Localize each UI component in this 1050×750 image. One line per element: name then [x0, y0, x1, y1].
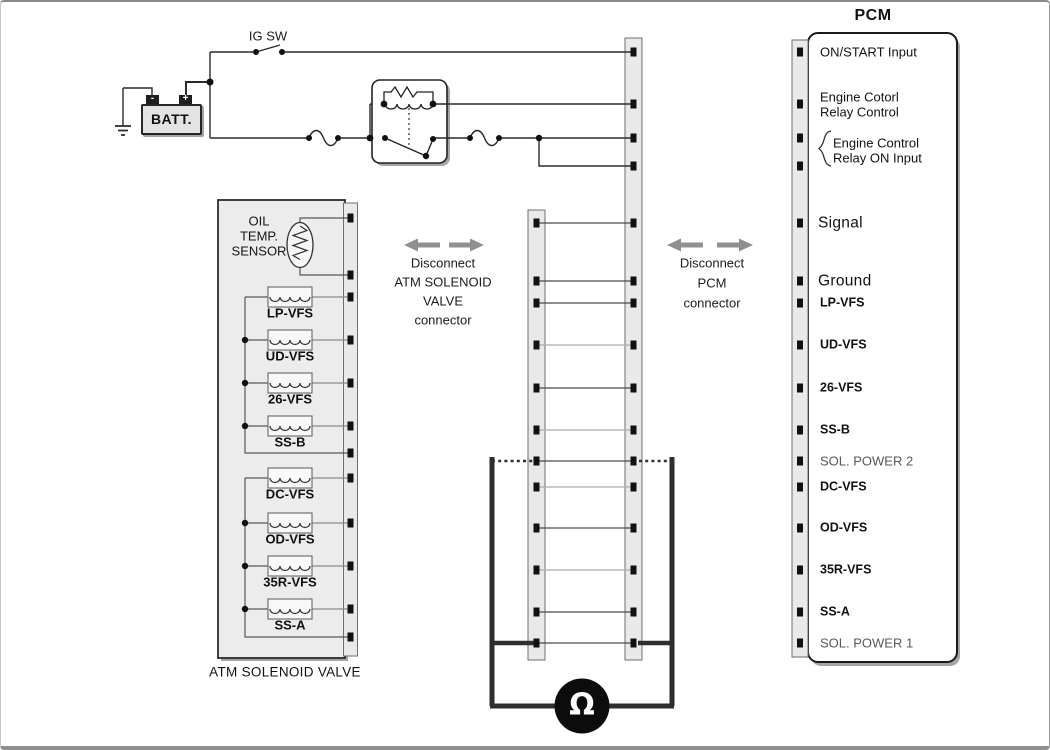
connector-pin — [631, 426, 637, 435]
atm-disconnect-note-line3: VALVE — [423, 293, 463, 309]
atm-disconnect-note-line4: connector — [414, 312, 472, 328]
pcm-pin-label: SOL. POWER 2 — [820, 453, 914, 469]
wire — [539, 138, 633, 166]
thermistor-icon — [287, 223, 313, 268]
connector-pin — [534, 219, 540, 228]
connector-pin — [534, 457, 540, 466]
connector-pin — [631, 524, 637, 533]
battery-label: BATT. — [141, 104, 202, 135]
connector-pin — [797, 457, 803, 466]
pcm-pin-label: SS-B — [820, 422, 850, 437]
solenoid-coil-label: SS-A — [274, 617, 306, 633]
arrow-left-icon — [667, 239, 703, 252]
connector-pin — [797, 48, 803, 57]
connector-pin — [631, 566, 637, 575]
connector-pin — [631, 277, 637, 286]
connector-pin — [348, 449, 354, 458]
connector-pin — [534, 639, 540, 648]
connector-pin — [797, 384, 803, 393]
ignition-switch-blade — [256, 45, 280, 52]
solenoid-coil-label: UD-VFS — [265, 348, 315, 364]
pcm-pin-label: 26-VFS — [820, 380, 863, 395]
solenoid-coil-label: DC-VFS — [265, 486, 315, 502]
connector-pin — [797, 299, 803, 308]
connector-pin — [631, 162, 637, 171]
battery-positive-terminal — [179, 95, 192, 104]
plus-sign: + — [182, 93, 189, 104]
connector-pin — [534, 277, 540, 286]
connector-pin — [797, 524, 803, 533]
pcm-pin-label: SS-A — [820, 604, 850, 619]
fuse-icon — [309, 131, 338, 146]
connector-pin — [534, 299, 540, 308]
relay — [372, 80, 450, 166]
connector-pin — [631, 608, 637, 617]
junction-dot — [242, 520, 248, 526]
connector-pin — [797, 608, 803, 617]
connector-pin — [534, 483, 540, 492]
connector-pin — [631, 100, 637, 109]
connector-pin — [797, 219, 803, 228]
oil-temp-sensor-label-line1: OIL — [248, 213, 270, 229]
connector-pin — [348, 214, 354, 223]
minus-sign: - — [150, 93, 155, 104]
probe-rails — [492, 457, 672, 706]
junction-dot — [242, 380, 248, 386]
connector-pin — [631, 341, 637, 350]
connector-pin — [797, 100, 803, 109]
connector-pin — [534, 341, 540, 350]
junction-dot — [242, 563, 248, 569]
pcm-pin-label: OD-VFS — [820, 520, 868, 535]
connector-pin — [797, 483, 803, 492]
disconnect-arrows — [404, 239, 753, 252]
atm-disconnect-note-line1: Disconnect — [410, 255, 476, 271]
connector-pin — [348, 562, 354, 571]
junction-dot — [242, 423, 248, 429]
connector-pin — [348, 336, 354, 345]
ohmmeter-probe-rails — [490, 457, 674, 706]
connector-pin — [348, 379, 354, 388]
connector-pin — [797, 134, 803, 143]
connector-pin — [631, 134, 637, 143]
connector-pin — [797, 639, 803, 648]
solenoid-coil-label: LP-VFS — [266, 305, 314, 321]
pcm-pin-label: Engine Cotorl — [820, 89, 899, 104]
connector-pin — [348, 519, 354, 528]
pcm-disconnect-note-line2: PCM — [697, 275, 727, 291]
junction-dot — [242, 337, 248, 343]
connector-pin — [534, 524, 540, 533]
connector-pin — [534, 426, 540, 435]
relay-output-wires — [433, 104, 633, 166]
pcm-pin-label: DC-VFS — [820, 479, 867, 494]
battery-negative-terminal — [146, 95, 159, 104]
connector-pin — [348, 633, 354, 642]
solenoid-coil-label: OD-VFS — [265, 531, 315, 547]
connector-pin — [348, 605, 354, 614]
connector-pin — [797, 162, 803, 171]
pcm-pin-label: ON/START Input — [820, 44, 917, 60]
wire — [123, 88, 152, 95]
pcm-disconnect-note-line1: Disconnect — [679, 255, 745, 271]
connector-pin — [348, 271, 354, 280]
solenoid-coil-label: SS-B — [274, 434, 306, 450]
pcm-pin-label: UD-VFS — [820, 337, 867, 352]
pcm-title: PCM — [854, 7, 892, 24]
connector-pin — [534, 384, 540, 393]
pcm-pin-label: Relay Control — [820, 104, 899, 119]
oil-temp-sensor-label-line3: SENSOR — [231, 243, 287, 259]
pcm-pin-label: 35R-VFS — [820, 562, 872, 577]
connector-pin — [631, 639, 637, 648]
wire — [186, 82, 210, 95]
pcm-pin-label: Engine Control — [833, 135, 919, 150]
ground-icon — [115, 126, 131, 135]
connector-pin — [797, 566, 803, 575]
connector-pin — [631, 299, 637, 308]
pcm-pin-label: Relay ON Input — [833, 150, 922, 165]
connector-pin — [534, 566, 540, 575]
pcm-pin-label: Ground — [818, 272, 872, 290]
arrow-right-icon — [449, 239, 484, 252]
connector-pin — [631, 483, 637, 492]
ohm-symbol: Ω — [569, 687, 595, 723]
connector-pin — [348, 293, 354, 302]
connector-pin — [631, 219, 637, 228]
pcm-pin-label: SOL. POWER 1 — [820, 635, 914, 651]
connector-pin — [631, 48, 637, 57]
arrow-left-icon — [404, 239, 440, 252]
fuse-icon — [470, 131, 499, 146]
junction-dot — [242, 606, 248, 612]
oil-temp-sensor-label-line2: TEMP. — [239, 228, 279, 244]
connector-pin — [348, 474, 354, 483]
connector-pin — [631, 384, 637, 393]
atm-solenoid-valve-title: ATM SOLENOID VALVE — [209, 664, 361, 680]
pcm-pin-label: Signal — [818, 214, 863, 232]
connector-pin — [797, 277, 803, 286]
connector-pin — [534, 608, 540, 617]
pcm-pin-label: LP-VFS — [820, 295, 865, 310]
arrow-right-icon — [717, 239, 753, 252]
pcm-disconnect-note-line3: connector — [683, 295, 741, 311]
relay-outline — [372, 80, 447, 163]
solenoid-coil-label: 35R-VFS — [263, 574, 317, 590]
solenoid-coil-label: 26-VFS — [267, 391, 313, 407]
connector-pin — [797, 341, 803, 350]
connector-pin — [631, 457, 637, 466]
connector-pin — [797, 426, 803, 435]
ignition-switch-label: IG SW — [248, 28, 288, 44]
atm-disconnect-note-line2: ATM SOLENOID — [394, 274, 492, 290]
connector-pin — [348, 422, 354, 431]
